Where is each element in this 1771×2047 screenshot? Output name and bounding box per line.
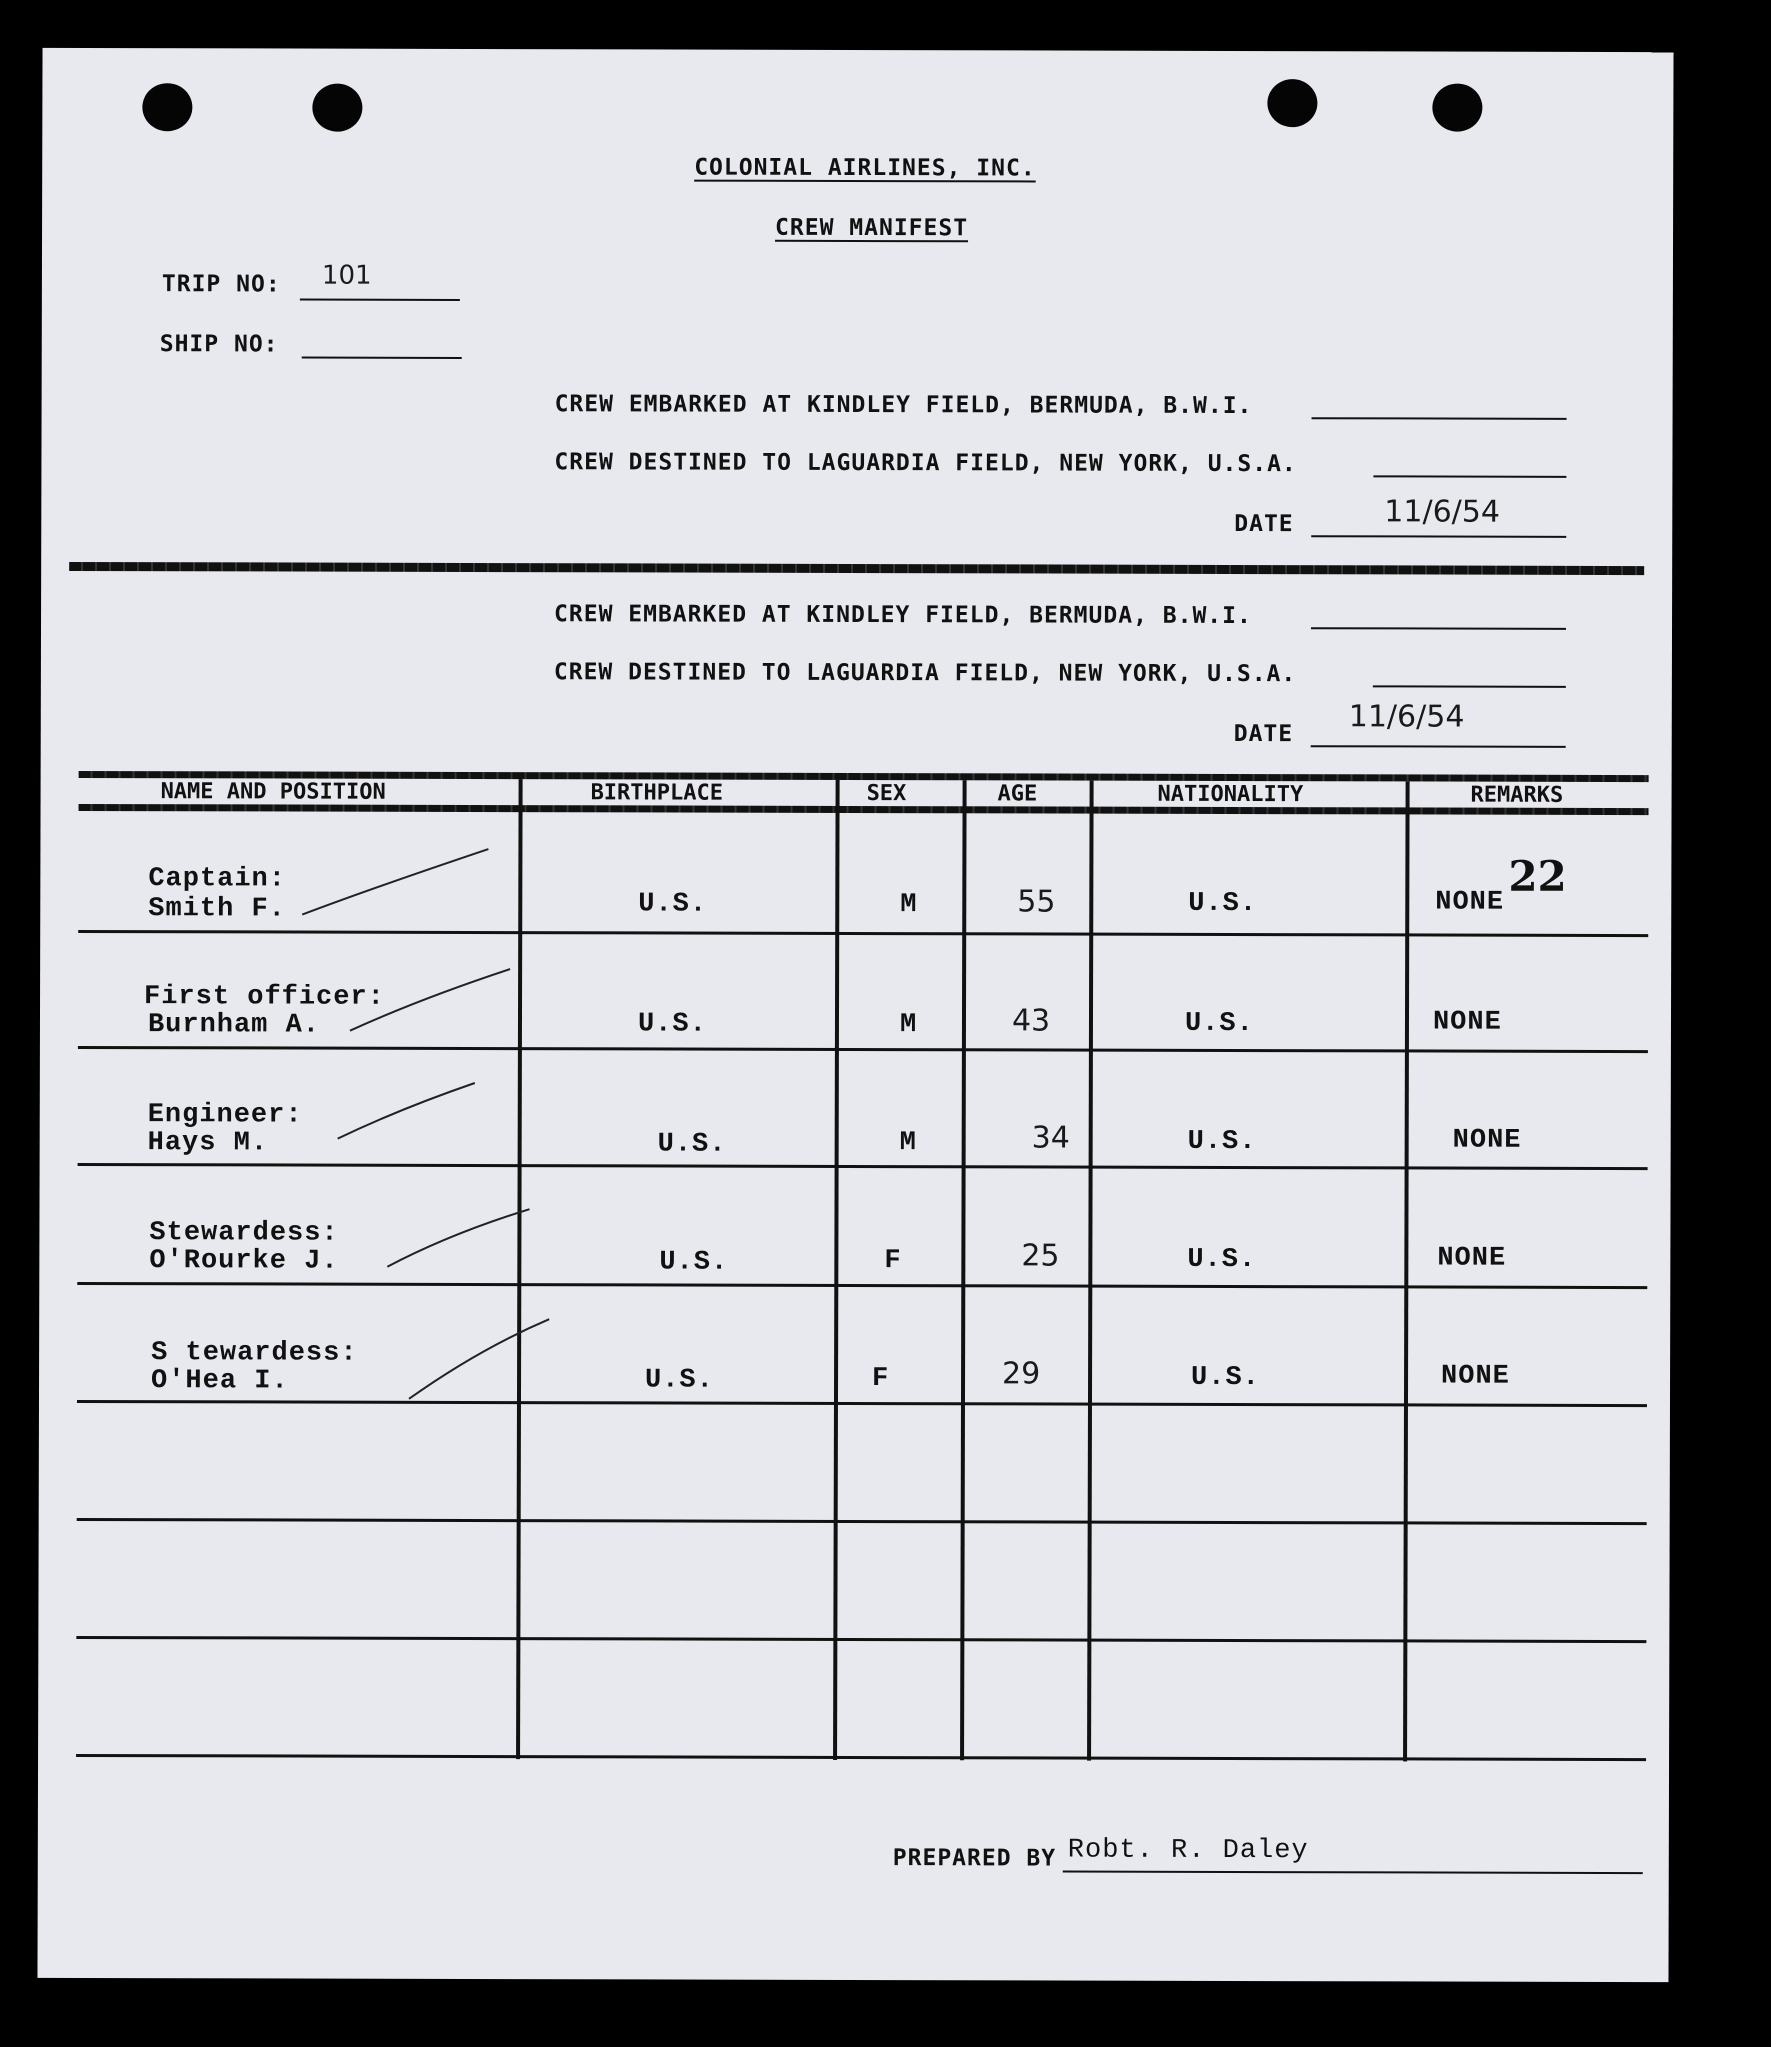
- document-title: CREW MANIFEST: [775, 214, 969, 242]
- company-name: COLONIAL AIRLINES, INC.: [694, 154, 1036, 182]
- row5-nationality: U.S.: [1191, 1362, 1260, 1394]
- row1-nationality: U.S.: [1188, 888, 1258, 920]
- ship-no-label: SHIP NO:: [159, 331, 279, 358]
- trip-no-label: TRIP NO:: [161, 271, 281, 298]
- row3-remarks: NONE: [1452, 1125, 1522, 1156]
- section1-date-value: 11/6/54: [1384, 494, 1501, 530]
- header-nationality: NATIONALITY: [1157, 781, 1304, 808]
- row2-birthplace: U.S.: [637, 1009, 707, 1040]
- row5-name: O'Hea I.: [150, 1366, 289, 1397]
- check-mark-row5: [409, 1319, 549, 1399]
- row5-birthplace: U.S.: [645, 1365, 714, 1396]
- check-mark-row2: [350, 969, 510, 1031]
- check-mark-row3: [338, 1083, 475, 1139]
- row4-name: O'Rourke J.: [149, 1246, 339, 1277]
- row2-sex: M: [899, 1010, 918, 1041]
- row3-birthplace: U.S.: [657, 1129, 727, 1160]
- header-birthplace: BIRTHPLACE: [590, 780, 724, 806]
- row1-sex: M: [900, 890, 918, 921]
- page-number: 22: [1508, 851, 1567, 901]
- header-age: AGE: [997, 781, 1038, 807]
- row2-name: Burnham A.: [147, 1010, 321, 1041]
- row1-birthplace: U.S.: [638, 889, 708, 920]
- row3-position: Engineer:: [147, 1100, 303, 1131]
- section1-destined: CREW DESTINED TO LAGUARDIA FIELD, NEW YORK, U.S.A.: [554, 449, 1297, 478]
- section1-embarked: CREW EMBARKED AT KINDLEY FIELD, BERMUDA, B.W.I.: [554, 391, 1253, 420]
- check-mark-row4: [387, 1209, 529, 1267]
- row4-position: Stewardess:: [149, 1218, 339, 1249]
- row3-sex: M: [899, 1128, 917, 1159]
- row1-remarks: NONE: [1435, 887, 1505, 918]
- row1-position: Captain:: [148, 864, 287, 895]
- prepared-by-label: PREPARED BY: [892, 1845, 1057, 1872]
- row1-age: 55: [1017, 884, 1056, 920]
- row5-remarks: NONE: [1441, 1361, 1510, 1392]
- section2-destined: CREW DESTINED TO LAGUARDIA FIELD, NEW YORK, U.S.A.: [553, 659, 1297, 688]
- trip-no-value: 101: [321, 260, 372, 291]
- row5-age: 29: [1002, 1356, 1041, 1392]
- prepared-by-value: Robt. R. Daley: [1067, 1835, 1309, 1867]
- row2-remarks: NONE: [1432, 1007, 1502, 1038]
- row5-sex: F: [872, 1364, 890, 1395]
- header-name-position: NAME AND POSITION: [160, 779, 386, 805]
- check-marks-layer: [37, 48, 1673, 1982]
- section2-embarked: CREW EMBARKED AT KINDLEY FIELD, BERMUDA, B.W.I.: [554, 601, 1252, 630]
- row3-name: Hays M.: [147, 1128, 269, 1159]
- section2-date-label: DATE: [1233, 720, 1294, 748]
- row4-remarks: NONE: [1437, 1243, 1507, 1274]
- row3-nationality: U.S.: [1187, 1126, 1257, 1158]
- row2-position: First officer:: [144, 982, 385, 1013]
- header-remarks: REMARKS: [1470, 782, 1564, 808]
- header-sex: SEX: [866, 781, 907, 807]
- section1-date-label: DATE: [1234, 510, 1294, 538]
- row2-age: 43: [1011, 1003, 1051, 1039]
- check-mark-row1: [302, 849, 488, 915]
- row1-name: Smith F.: [148, 894, 286, 925]
- row3-age: 34: [1031, 1120, 1070, 1156]
- section2-date-value: 11/6/54: [1348, 699, 1465, 735]
- row4-age: 25: [1021, 1238, 1060, 1274]
- row4-sex: F: [884, 1246, 902, 1277]
- manifest-sheet: [37, 48, 1673, 1982]
- row4-nationality: U.S.: [1187, 1244, 1257, 1276]
- row5-position: S tewardess:: [151, 1338, 358, 1369]
- row4-birthplace: U.S.: [659, 1247, 729, 1278]
- row2-nationality: U.S.: [1184, 1008, 1254, 1040]
